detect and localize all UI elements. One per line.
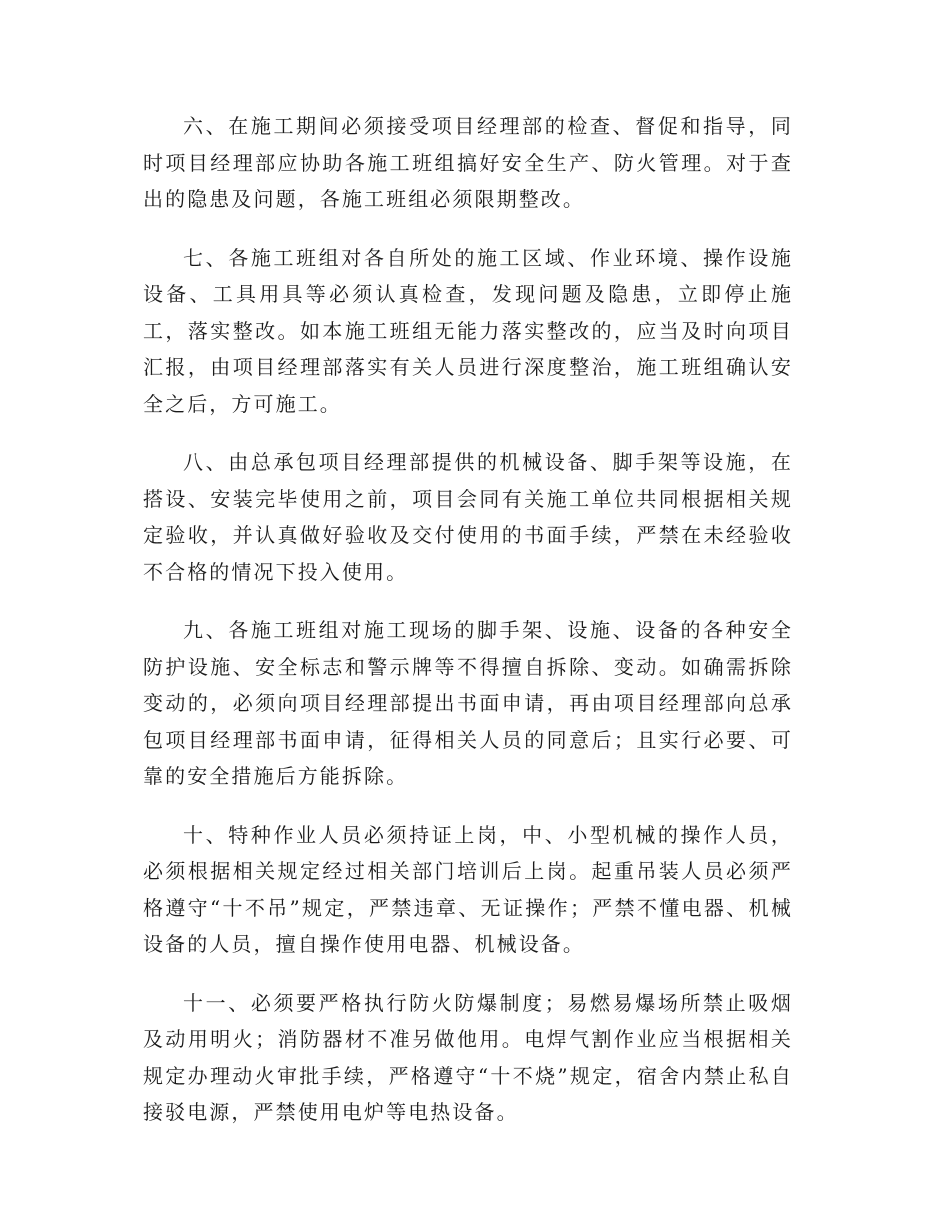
paragraph-8: 八、由总承包项目经理部提供的机械设备、脚手架等设施，在搭设、安装完毕使用之前，项目会同有关施工单位共同根据相关规定验收，并认真做好验收及交付使用的书面手续，严禁在未经验收不合格的情况下投入使用。	[143, 450, 793, 584]
paragraph-11: 十一、必须要严格执行防火防爆制度；易燃易爆场所禁止吸烟及动用明火；消防器材不准另做他用。电焊气割作业应当根据相关规定办理动火审批手续，严格遵守“十不烧”规定，宿舍内禁止私自接驳电源，严禁使用电炉等电热设备。	[143, 990, 793, 1124]
paragraph-7: 七、各施工班组对各自所处的施工区域、作业环境、操作设施设备、工具用具等必须认真检查，发现问题及隐患，立即停止施工，落实整改。如本施工班组无能力落实整改的，应当及时向项目汇报，由项目经理部落实有关人员进行深度整治，施工班组确认安全之后，方可施工。	[143, 245, 793, 416]
paragraph-6: 六、在施工期间必须接受项目经理部的检查、督促和指导，同时项目经理部应协助各施工班组搞好安全生产、防火管理。对于查出的隐患及问题，各施工班组必须限期整改。	[143, 114, 793, 211]
paragraph-9: 九、各施工班组对施工现场的脚手架、设施、设备的各种安全防护设施、安全标志和警示牌等不得擅自拆除、变动。如确需拆除变动的，必须向项目经理部提出书面申请，再由项目经理部向总承包项目经理部书面申请，征得相关人员的同意后；且实行必要、可靠的安全措施后方能拆除。	[143, 618, 793, 788]
paragraph-10: 十、特种作业人员必须持证上岗，中、小型机械的操作人员，必须根据相关规定经过相关部门培训后上岗。起重吊装人员必须严格遵守“十不吊”规定，严禁违章、无证操作；严禁不懂电器、机械设备的人员，擅自操作使用电器、机械设备。	[143, 822, 793, 956]
document-body	[143, 108, 793, 1153]
